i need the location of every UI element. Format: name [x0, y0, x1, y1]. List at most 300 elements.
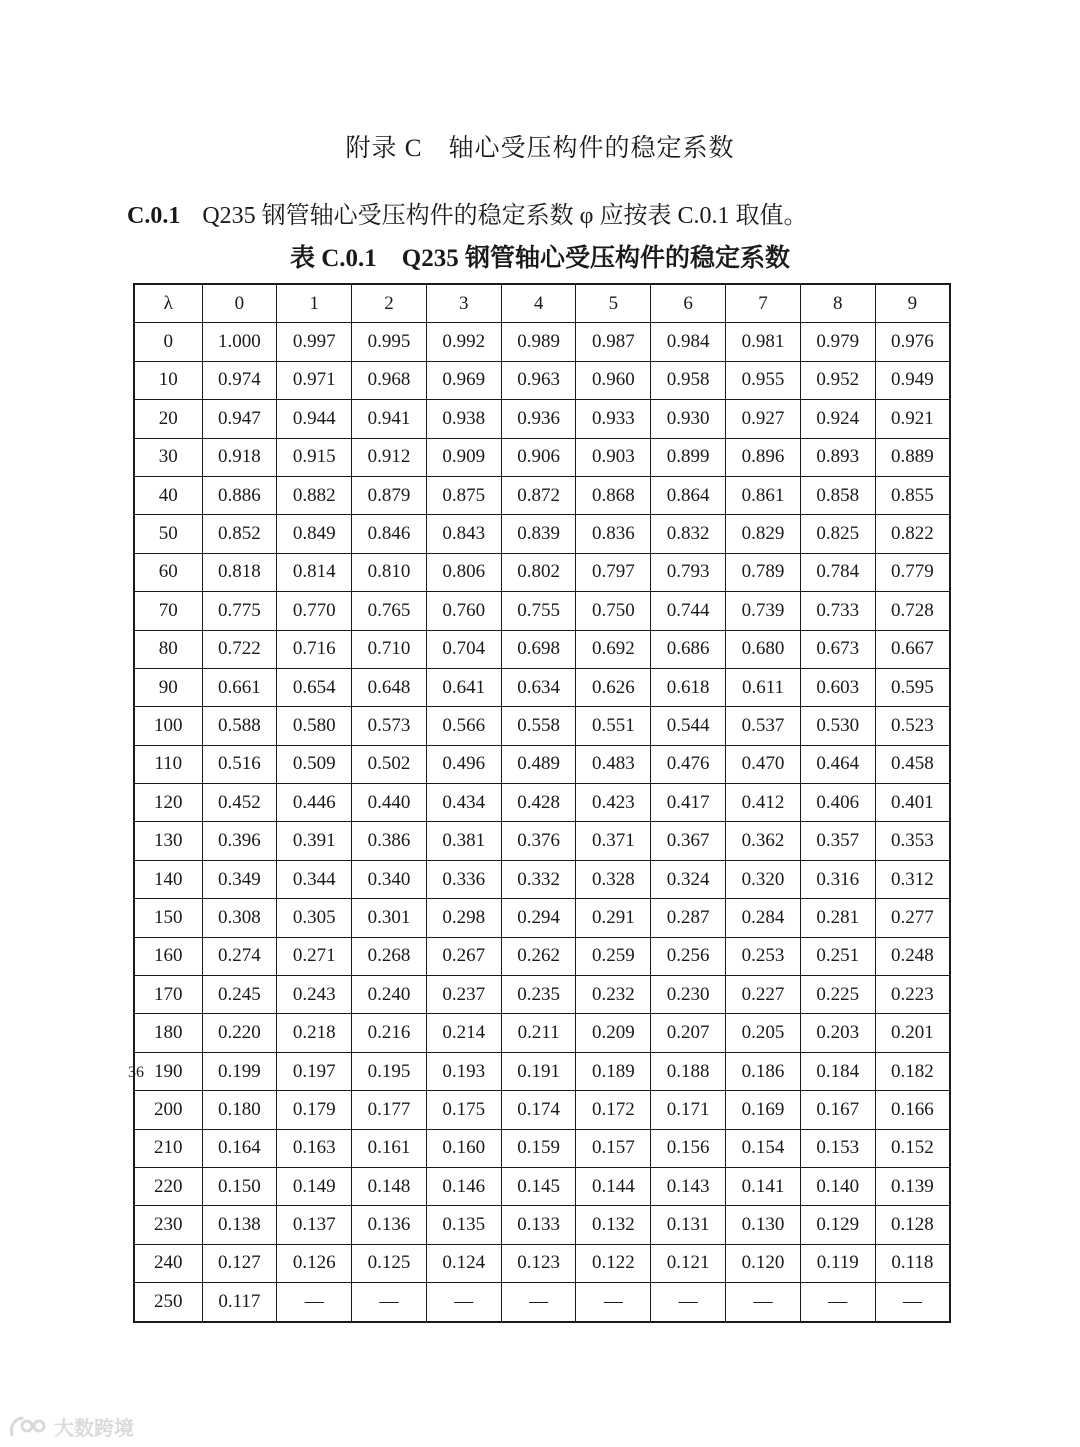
coefficient-cell: 0.191 [501, 1052, 576, 1090]
coefficient-cell: 0.889 [875, 438, 950, 476]
clause-text: Q235 钢管轴心受压构件的稳定系数 φ 应按表 C.0.1 取值。 [202, 203, 808, 229]
header-cell-2: 2 [352, 284, 427, 323]
coefficient-cell: 0.140 [800, 1167, 875, 1205]
coefficient-cell: 0.882 [277, 476, 352, 514]
row-lambda-cell: 90 [134, 668, 202, 706]
coefficient-cell: 0.381 [426, 822, 501, 860]
coefficient-cell: 0.386 [352, 822, 427, 860]
coefficient-cell: 0.251 [800, 937, 875, 975]
coefficient-cell: 0.207 [651, 1014, 726, 1052]
coefficient-cell: 0.417 [651, 784, 726, 822]
row-lambda-cell: 100 [134, 707, 202, 745]
coefficient-cell: 0.144 [576, 1167, 651, 1205]
coefficient-cell: 0.716 [277, 630, 352, 668]
coefficient-cell: — [426, 1283, 501, 1322]
coefficient-cell: 0.698 [501, 630, 576, 668]
coefficient-cell: 0.673 [800, 630, 875, 668]
coefficient-cell: 0.523 [875, 707, 950, 745]
header-cell-5: 5 [576, 284, 651, 323]
row-lambda-cell: 190 [134, 1052, 202, 1090]
coefficient-cell: 0.558 [501, 707, 576, 745]
coefficient-cell: 0.128 [875, 1206, 950, 1244]
coefficient-cell: 0.909 [426, 438, 501, 476]
header-cell-0: 0 [202, 284, 277, 323]
coefficient-cell: 0.141 [726, 1167, 801, 1205]
coefficient-cell: — [501, 1283, 576, 1322]
coefficient-cell: 0.440 [352, 784, 427, 822]
coefficient-cell: 0.135 [426, 1206, 501, 1244]
coefficient-cell: 0.193 [426, 1052, 501, 1090]
coefficient-cell: 0.157 [576, 1129, 651, 1167]
coefficient-cell: 0.704 [426, 630, 501, 668]
coefficient-cell: 0.136 [352, 1206, 427, 1244]
coefficient-cell: 0.667 [875, 630, 950, 668]
table-row [134, 822, 950, 860]
coefficient-cell: 0.195 [352, 1052, 427, 1090]
coefficient-cell: 0.301 [352, 899, 427, 937]
coefficient-cell: — [800, 1283, 875, 1322]
stability-coefficient-table [133, 283, 951, 1323]
row-lambda-cell: 50 [134, 515, 202, 553]
coefficient-cell: 0.230 [651, 976, 726, 1014]
coefficient-cell: 0.131 [651, 1206, 726, 1244]
coefficient-cell: 0.989 [501, 323, 576, 361]
coefficient-cell: 0.489 [501, 745, 576, 783]
coefficient-cell: 0.428 [501, 784, 576, 822]
coefficient-cell: 0.537 [726, 707, 801, 745]
coefficient-cell: 0.814 [277, 553, 352, 591]
coefficient-cell: 0.784 [800, 553, 875, 591]
coefficient-cell: 0.353 [875, 822, 950, 860]
clause-paragraph [127, 195, 808, 230]
coefficient-cell: 0.164 [202, 1129, 277, 1167]
coefficient-cell: 0.177 [352, 1091, 427, 1129]
coefficient-cell: 0.340 [352, 860, 427, 898]
coefficient-cell: 0.968 [352, 361, 427, 399]
row-lambda-cell: 70 [134, 592, 202, 630]
coefficient-cell: 0.240 [352, 976, 427, 1014]
coefficient-cell: 0.163 [277, 1129, 352, 1167]
coefficient-cell: 0.896 [726, 438, 801, 476]
coefficient-cell: 0.253 [726, 937, 801, 975]
coefficient-cell: 0.981 [726, 323, 801, 361]
row-lambda-cell: 60 [134, 553, 202, 591]
row-lambda-cell: 10 [134, 361, 202, 399]
coefficient-cell: 0.245 [202, 976, 277, 1014]
coefficient-cell: 0.262 [501, 937, 576, 975]
row-lambda-cell: 240 [134, 1244, 202, 1282]
coefficient-cell: 0.216 [352, 1014, 427, 1052]
coefficient-cell: 0.312 [875, 860, 950, 898]
coefficient-cell: 0.171 [651, 1091, 726, 1129]
coefficient-cell: 0.779 [875, 553, 950, 591]
coefficient-cell: 0.858 [800, 476, 875, 514]
coefficient-cell: 0.875 [426, 476, 501, 514]
coefficient-cell: 0.161 [352, 1129, 427, 1167]
coefficient-cell: 0.955 [726, 361, 801, 399]
coefficient-cell: 0.722 [202, 630, 277, 668]
table-row [134, 438, 950, 476]
coefficient-cell: 0.129 [800, 1206, 875, 1244]
coefficient-cell: 0.509 [277, 745, 352, 783]
header-cell-9: 9 [875, 284, 950, 323]
row-lambda-cell: 40 [134, 476, 202, 514]
coefficient-cell: 0.976 [875, 323, 950, 361]
coefficient-cell: — [875, 1283, 950, 1322]
coefficient-cell: 0.159 [501, 1129, 576, 1167]
coefficient-cell: 0.974 [202, 361, 277, 399]
table-row [134, 937, 950, 975]
row-lambda-cell: 80 [134, 630, 202, 668]
coefficient-cell: — [352, 1283, 427, 1322]
coefficient-cell: 0.182 [875, 1052, 950, 1090]
coefficient-cell: 0.464 [800, 745, 875, 783]
coefficient-cell: 0.987 [576, 323, 651, 361]
coefficient-cell: 0.291 [576, 899, 651, 937]
coefficient-cell: 0.458 [875, 745, 950, 783]
coefficient-cell: 0.284 [726, 899, 801, 937]
coefficient-cell: 0.846 [352, 515, 427, 553]
coefficient-cell: 0.123 [501, 1244, 576, 1282]
coefficient-cell: 0.367 [651, 822, 726, 860]
clause-number: C.0.1 [127, 203, 181, 229]
coefficient-cell: 0.336 [426, 860, 501, 898]
coefficient-cell: 0.530 [800, 707, 875, 745]
table-row [134, 515, 950, 553]
coefficient-cell: 0.566 [426, 707, 501, 745]
coefficient-cell: 0.125 [352, 1244, 427, 1282]
coefficient-cell: 0.806 [426, 553, 501, 591]
row-lambda-cell: 250 [134, 1283, 202, 1322]
coefficient-cell: 0.259 [576, 937, 651, 975]
coefficient-cell: 0.855 [875, 476, 950, 514]
coefficient-cell: — [277, 1283, 352, 1322]
row-lambda-cell: 0 [134, 323, 202, 361]
coefficient-cell: 0.760 [426, 592, 501, 630]
coefficient-cell: 0.941 [352, 400, 427, 438]
table-row [134, 707, 950, 745]
coefficient-cell: 0.648 [352, 668, 427, 706]
coefficient-cell: 0.139 [875, 1167, 950, 1205]
table-row [134, 400, 950, 438]
coefficient-cell: 0.126 [277, 1244, 352, 1282]
table-row [134, 899, 950, 937]
coefficient-cell: 0.765 [352, 592, 427, 630]
coefficient-cell: 0.580 [277, 707, 352, 745]
coefficient-cell: 0.947 [202, 400, 277, 438]
coefficient-cell: 0.661 [202, 668, 277, 706]
coefficient-cell: 0.133 [501, 1206, 576, 1244]
coefficient-cell: 0.933 [576, 400, 651, 438]
coefficient-cell: 0.391 [277, 822, 352, 860]
row-lambda-cell: 110 [134, 745, 202, 783]
row-lambda-cell: 180 [134, 1014, 202, 1052]
coefficient-cell: 0.328 [576, 860, 651, 898]
coefficient-cell: 0.197 [277, 1052, 352, 1090]
coefficient-cell: 0.992 [426, 323, 501, 361]
table-row [134, 1167, 950, 1205]
coefficient-cell: 0.406 [800, 784, 875, 822]
coefficient-cell: 0.203 [800, 1014, 875, 1052]
row-lambda-cell: 220 [134, 1167, 202, 1205]
coefficient-cell: 0.573 [352, 707, 427, 745]
coefficient-cell: 0.396 [202, 822, 277, 860]
table-row [134, 1206, 950, 1244]
coefficient-cell: 0.308 [202, 899, 277, 937]
coefficient-cell: 0.899 [651, 438, 726, 476]
coefficient-cell: 0.789 [726, 553, 801, 591]
coefficient-cell: 0.121 [651, 1244, 726, 1282]
coefficient-cell: 0.626 [576, 668, 651, 706]
coefficient-cell: 0.154 [726, 1129, 801, 1167]
table-header-row [134, 284, 950, 323]
coefficient-cell: 0.654 [277, 668, 352, 706]
coefficient-cell: 0.879 [352, 476, 427, 514]
coefficient-cell: 0.357 [800, 822, 875, 860]
header-cell-7: 7 [726, 284, 801, 323]
coefficient-cell: 0.166 [875, 1091, 950, 1129]
header-cell-6: 6 [651, 284, 726, 323]
coefficient-cell: 0.770 [277, 592, 352, 630]
coefficient-cell: 0.332 [501, 860, 576, 898]
coefficient-cell: 0.227 [726, 976, 801, 1014]
table-row [134, 784, 950, 822]
coefficient-cell: 0.912 [352, 438, 427, 476]
appendix-title: 附录 C 轴心受压构件的稳定系数 [345, 135, 735, 162]
row-lambda-cell: 170 [134, 976, 202, 1014]
coefficient-cell: 0.137 [277, 1206, 352, 1244]
coefficient-cell: 0.160 [426, 1129, 501, 1167]
coefficient-cell: — [726, 1283, 801, 1322]
coefficient-cell: 0.211 [501, 1014, 576, 1052]
coefficient-cell: 0.371 [576, 822, 651, 860]
coefficient-cell: 0.169 [726, 1091, 801, 1129]
coefficient-cell: 0.189 [576, 1052, 651, 1090]
coefficient-cell: 0.516 [202, 745, 277, 783]
watermark-logo-icon [8, 1413, 48, 1441]
coefficient-cell: 0.829 [726, 515, 801, 553]
coefficient-cell: 1.000 [202, 323, 277, 361]
table-row [134, 976, 950, 1014]
coefficient-cell: 0.755 [501, 592, 576, 630]
coefficient-cell: 0.903 [576, 438, 651, 476]
coefficient-cell: 0.868 [576, 476, 651, 514]
coefficient-cell: 0.810 [352, 553, 427, 591]
coefficient-cell: 0.680 [726, 630, 801, 668]
watermark-text: 大数跨境 [54, 1416, 134, 1440]
coefficient-cell: 0.132 [576, 1206, 651, 1244]
coefficient-cell: 0.268 [352, 937, 427, 975]
coefficient-cell: 0.944 [277, 400, 352, 438]
coefficient-cell: 0.167 [800, 1091, 875, 1129]
table-row [134, 1014, 950, 1052]
coefficient-cell: 0.825 [800, 515, 875, 553]
row-lambda-cell: 120 [134, 784, 202, 822]
row-lambda-cell: 130 [134, 822, 202, 860]
coefficient-cell: 0.886 [202, 476, 277, 514]
coefficient-cell: 0.186 [726, 1052, 801, 1090]
coefficient-cell: 0.551 [576, 707, 651, 745]
coefficient-cell: 0.979 [800, 323, 875, 361]
table-row [134, 553, 950, 591]
coefficient-cell: — [576, 1283, 651, 1322]
coefficient-cell: 0.146 [426, 1167, 501, 1205]
coefficient-cell: — [651, 1283, 726, 1322]
coefficient-cell: 0.145 [501, 1167, 576, 1205]
table-row [134, 668, 950, 706]
coefficient-cell: 0.483 [576, 745, 651, 783]
row-lambda-cell: 140 [134, 860, 202, 898]
coefficient-cell: 0.744 [651, 592, 726, 630]
coefficient-cell: 0.775 [202, 592, 277, 630]
coefficient-cell: 0.225 [800, 976, 875, 1014]
coefficient-cell: 0.995 [352, 323, 427, 361]
coefficient-cell: 0.287 [651, 899, 726, 937]
row-lambda-cell: 160 [134, 937, 202, 975]
row-lambda-cell: 150 [134, 899, 202, 937]
coefficient-cell: 0.496 [426, 745, 501, 783]
table-row [134, 1244, 950, 1282]
coefficient-cell: 0.802 [501, 553, 576, 591]
coefficient-cell: 0.271 [277, 937, 352, 975]
coefficient-cell: 0.344 [277, 860, 352, 898]
coefficient-cell: 0.248 [875, 937, 950, 975]
coefficient-cell: 0.320 [726, 860, 801, 898]
coefficient-cell: 0.634 [501, 668, 576, 706]
coefficient-cell: 0.156 [651, 1129, 726, 1167]
coefficient-cell: 0.595 [875, 668, 950, 706]
coefficient-cell: 0.822 [875, 515, 950, 553]
coefficient-cell: 0.936 [501, 400, 576, 438]
coefficient-cell: 0.476 [651, 745, 726, 783]
coefficient-cell: 0.294 [501, 899, 576, 937]
coefficient-cell: 0.362 [726, 822, 801, 860]
coefficient-cell: 0.274 [202, 937, 277, 975]
table-row [134, 745, 950, 783]
coefficient-cell: 0.997 [277, 323, 352, 361]
coefficient-cell: 0.180 [202, 1091, 277, 1129]
coefficient-cell: 0.298 [426, 899, 501, 937]
coefficient-cell: 0.401 [875, 784, 950, 822]
coefficient-cell: 0.153 [800, 1129, 875, 1167]
coefficient-cell: 0.120 [726, 1244, 801, 1282]
coefficient-cell: 0.728 [875, 592, 950, 630]
coefficient-cell: 0.138 [202, 1206, 277, 1244]
coefficient-cell: 0.118 [875, 1244, 950, 1282]
coefficient-cell: 0.143 [651, 1167, 726, 1205]
coefficient-cell: 0.188 [651, 1052, 726, 1090]
coefficient-cell: 0.434 [426, 784, 501, 822]
coefficient-cell: 0.209 [576, 1014, 651, 1052]
header-cell-lambda: λ [134, 284, 202, 323]
coefficient-cell: 0.235 [501, 976, 576, 1014]
coefficient-cell: 0.739 [726, 592, 801, 630]
coefficient-cell: 0.117 [202, 1283, 277, 1322]
row-lambda-cell: 210 [134, 1129, 202, 1167]
coefficient-cell: 0.220 [202, 1014, 277, 1052]
coefficient-cell: 0.588 [202, 707, 277, 745]
table-caption: 表 C.0.1 Q235 钢管轴心受压构件的稳定系数 [289, 245, 790, 272]
coefficient-cell: 0.836 [576, 515, 651, 553]
coefficient-cell: 0.969 [426, 361, 501, 399]
table-row [134, 860, 950, 898]
coefficient-cell: 0.152 [875, 1129, 950, 1167]
row-lambda-cell: 230 [134, 1206, 202, 1244]
coefficient-cell: 0.710 [352, 630, 427, 668]
coefficient-cell: 0.423 [576, 784, 651, 822]
coefficient-cell: 0.952 [800, 361, 875, 399]
table-row [134, 476, 950, 514]
watermark [8, 1412, 134, 1441]
coefficient-cell: 0.861 [726, 476, 801, 514]
row-lambda-cell: 30 [134, 438, 202, 476]
coefficient-cell: 0.124 [426, 1244, 501, 1282]
table-row [134, 323, 950, 361]
coefficient-cell: 0.376 [501, 822, 576, 860]
coefficient-cell: 0.502 [352, 745, 427, 783]
coefficient-cell: 0.148 [352, 1167, 427, 1205]
coefficient-cell: 0.924 [800, 400, 875, 438]
coefficient-cell: 0.958 [651, 361, 726, 399]
coefficient-cell: 0.470 [726, 745, 801, 783]
coefficient-cell: 0.149 [277, 1167, 352, 1205]
coefficient-cell: 0.277 [875, 899, 950, 937]
coefficient-cell: 0.864 [651, 476, 726, 514]
coefficient-cell: 0.199 [202, 1052, 277, 1090]
coefficient-cell: 0.603 [800, 668, 875, 706]
header-cell-1: 1 [277, 284, 352, 323]
coefficient-cell: 0.119 [800, 1244, 875, 1282]
coefficient-cell: 0.150 [202, 1167, 277, 1205]
coefficient-cell: 0.281 [800, 899, 875, 937]
coefficient-cell: 0.127 [202, 1244, 277, 1282]
coefficient-cell: 0.256 [651, 937, 726, 975]
coefficient-cell: 0.849 [277, 515, 352, 553]
coefficient-cell: 0.412 [726, 784, 801, 822]
coefficient-cell: 0.893 [800, 438, 875, 476]
header-cell-8: 8 [800, 284, 875, 323]
coefficient-cell: 0.452 [202, 784, 277, 822]
coefficient-cell: 0.963 [501, 361, 576, 399]
coefficient-cell: 0.852 [202, 515, 277, 553]
coefficient-cell: 0.223 [875, 976, 950, 1014]
table-row [134, 1283, 950, 1322]
coefficient-cell: 0.927 [726, 400, 801, 438]
coefficient-cell: 0.960 [576, 361, 651, 399]
coefficient-cell: 0.544 [651, 707, 726, 745]
coefficient-cell: 0.267 [426, 937, 501, 975]
coefficient-cell: 0.686 [651, 630, 726, 668]
coefficient-cell: 0.305 [277, 899, 352, 937]
coefficient-cell: 0.733 [800, 592, 875, 630]
header-cell-3: 3 [426, 284, 501, 323]
coefficient-cell: 0.316 [800, 860, 875, 898]
coefficient-cell: 0.641 [426, 668, 501, 706]
row-lambda-cell: 200 [134, 1091, 202, 1129]
coefficient-cell: 0.832 [651, 515, 726, 553]
coefficient-cell: 0.797 [576, 553, 651, 591]
coefficient-cell: 0.930 [651, 400, 726, 438]
coefficient-cell: 0.818 [202, 553, 277, 591]
coefficient-cell: 0.938 [426, 400, 501, 438]
coefficient-cell: 0.839 [501, 515, 576, 553]
header-cell-4: 4 [501, 284, 576, 323]
coefficient-cell: 0.984 [651, 323, 726, 361]
coefficient-cell: 0.237 [426, 976, 501, 1014]
coefficient-cell: 0.179 [277, 1091, 352, 1129]
page-number: 36 [128, 1064, 144, 1081]
coefficient-cell: 0.915 [277, 438, 352, 476]
